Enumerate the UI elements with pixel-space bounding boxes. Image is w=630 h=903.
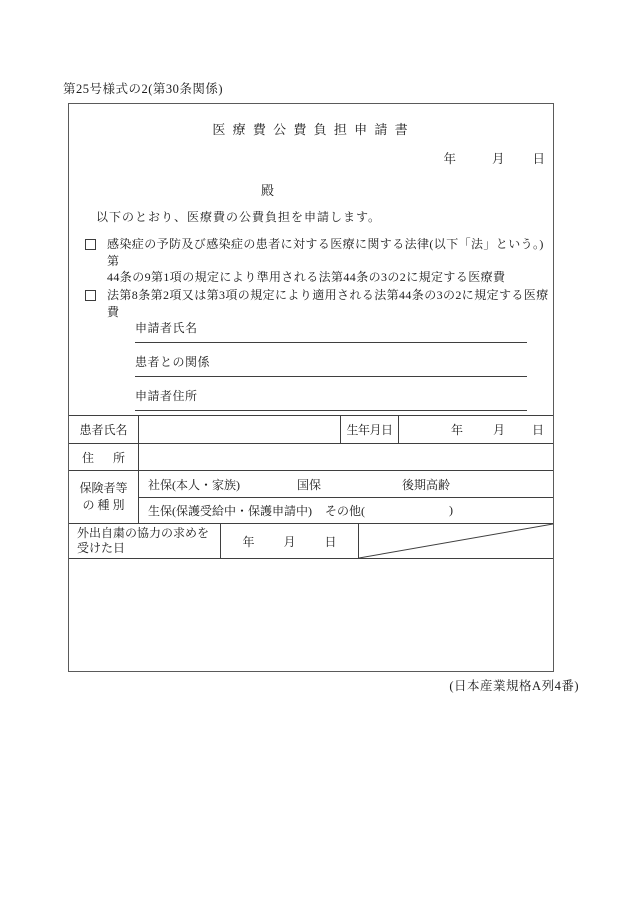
applicant-fields bbox=[135, 309, 527, 411]
patient-info-table bbox=[69, 415, 553, 671]
date-month-label: 月 bbox=[491, 152, 505, 166]
remarks-blank-area[interactable] bbox=[69, 559, 553, 671]
option-2-checkbox[interactable] bbox=[85, 290, 96, 301]
applicant-name-input-area[interactable] bbox=[198, 322, 527, 336]
patient-name-label: 患者氏名 bbox=[69, 416, 139, 443]
date-day-label: 日 bbox=[532, 152, 545, 166]
patient-name-input-area[interactable] bbox=[139, 416, 341, 443]
table-row-address bbox=[69, 444, 553, 471]
crossed-out-cell bbox=[359, 524, 553, 558]
address-label-second-char: 所 bbox=[112, 450, 125, 465]
option-1-text-line2: 44条の9第1項の規定により準用される法第44条の3の2に規定する医療費 bbox=[107, 270, 506, 284]
option-1-checkbox[interactable] bbox=[85, 239, 96, 250]
patient-relation-input-area[interactable] bbox=[210, 356, 527, 370]
addressee-line bbox=[141, 180, 274, 199]
option-2-text-line1: 法第8条第2項又は第3項の規定により適用される法第44条の3の2に規定する医療費 bbox=[107, 288, 549, 319]
addressee-blank-area[interactable] bbox=[141, 184, 261, 199]
applicant-address-label: 申請者住所 bbox=[135, 389, 198, 403]
birthdate-label: 生年月日 bbox=[341, 416, 399, 443]
date-year-label: 年 bbox=[443, 152, 456, 166]
form-title: 医 療 費 公 費 負 担 申 請 書 bbox=[212, 122, 410, 137]
insurer-type-label-line1: 保険者等 bbox=[79, 481, 128, 495]
request-date-label-line2: 受けた日 bbox=[77, 541, 126, 555]
jis-paper-size-note: (日本産業規格A列4番) bbox=[449, 679, 579, 693]
address-input-area[interactable] bbox=[139, 444, 553, 470]
applicant-name-field bbox=[135, 309, 527, 343]
insurer-option-other-close: ) bbox=[449, 503, 453, 517]
application-form-box bbox=[68, 103, 554, 672]
patient-relation-label: 患者との関係 bbox=[135, 355, 211, 369]
insurer-type-label-line2: の 種 別 bbox=[82, 498, 125, 512]
birthdate-year-label: 年 bbox=[450, 423, 463, 437]
table-row-insurer-type bbox=[69, 471, 553, 524]
applicant-address-field bbox=[135, 377, 527, 411]
insurer-option-shaho[interactable]: 社保(本人・家族) bbox=[148, 477, 240, 492]
option-1-text bbox=[107, 236, 550, 286]
table-row-patient-name bbox=[69, 416, 553, 444]
request-date-month-label: 月 bbox=[283, 534, 296, 549]
table-row-request-date bbox=[69, 524, 553, 559]
insurer-options-row2 bbox=[139, 498, 553, 523]
option-infection-law bbox=[85, 236, 550, 286]
request-date-input-area[interactable] bbox=[221, 524, 359, 558]
birthdate-month-label: 月 bbox=[492, 423, 505, 437]
insurer-options-row1 bbox=[139, 471, 553, 498]
intro-statement: 以下のとおり、医療費の公費負担を申請します。 bbox=[96, 210, 382, 224]
request-date-day-label: 日 bbox=[324, 534, 337, 549]
insurer-type-label bbox=[69, 471, 139, 523]
applicant-name-label: 申請者氏名 bbox=[135, 321, 198, 335]
insurer-option-kokuho[interactable]: 国保 bbox=[297, 477, 322, 492]
request-date-label bbox=[69, 524, 221, 558]
application-date-line bbox=[443, 149, 545, 167]
address-label-first-char: 住 bbox=[82, 450, 95, 465]
insurer-option-other-open[interactable]: その他( bbox=[325, 504, 365, 518]
option-1-text-line1: 感染症の予防及び感染症の患者に対する医療に関する法律(以下「法」という。)第 bbox=[107, 237, 544, 268]
diagonal-strike-line bbox=[359, 524, 553, 558]
birthdate-day-label: 日 bbox=[531, 423, 544, 437]
insurer-option-kouki-korei[interactable]: 後期高齢 bbox=[402, 477, 451, 492]
insurer-options bbox=[139, 471, 553, 523]
applicant-address-input-area[interactable] bbox=[198, 390, 527, 404]
request-date-year-label: 年 bbox=[242, 534, 255, 549]
address-label bbox=[69, 444, 139, 470]
form-code-label: 第25号様式の2(第30条関係) bbox=[63, 82, 224, 96]
request-date-label-line1: 外出自粛の協力の求めを bbox=[77, 525, 210, 540]
birthdate-input-area[interactable] bbox=[399, 416, 553, 443]
patient-relation-field bbox=[135, 343, 527, 377]
addressee-suffix-label: 殿 bbox=[261, 183, 275, 198]
insurer-option-seiho[interactable]: 生保(保護受給中・保護申請中) bbox=[148, 504, 312, 518]
table-row-blank bbox=[69, 559, 553, 671]
